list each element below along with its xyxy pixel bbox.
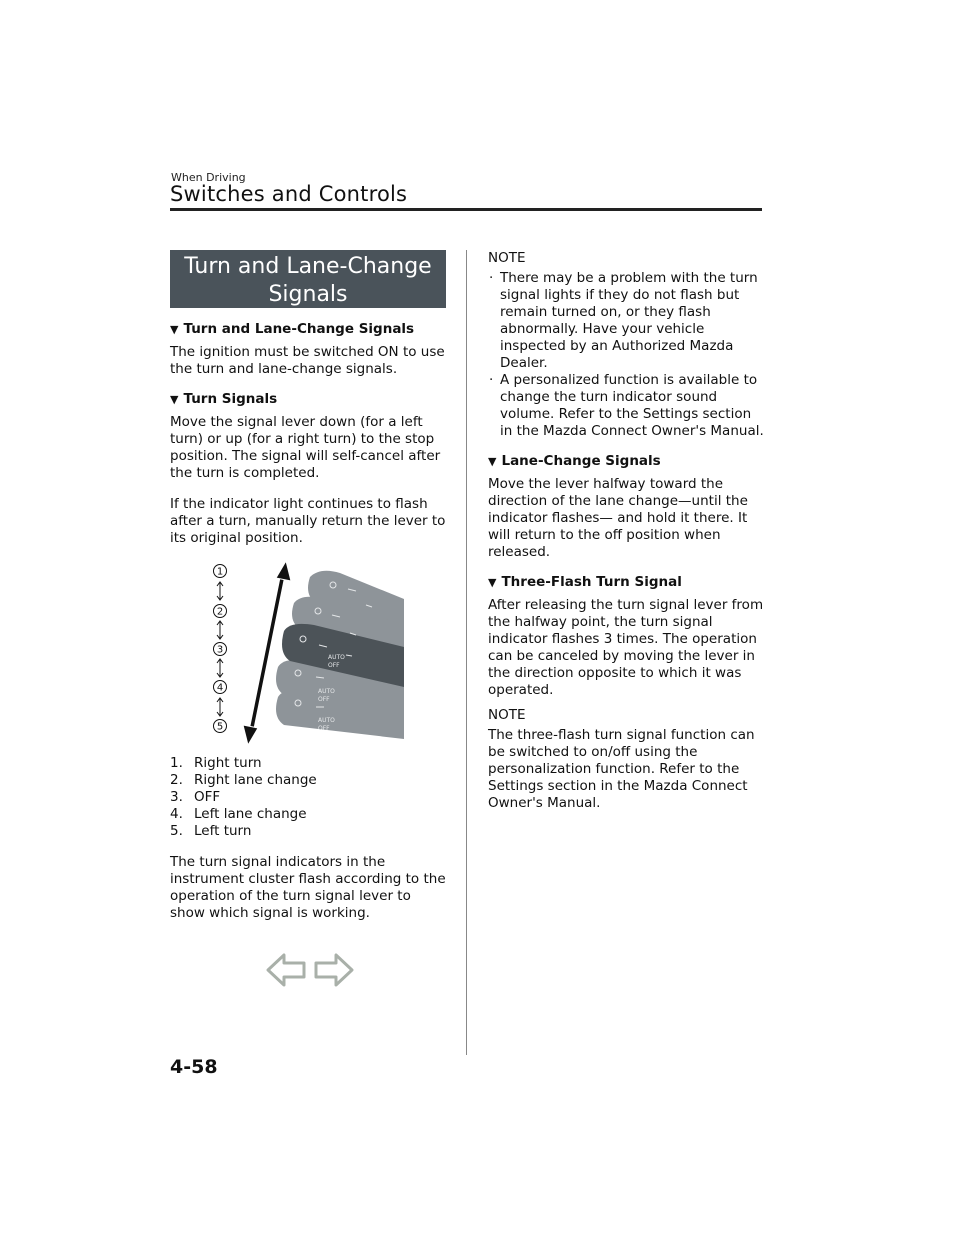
heading-text: Lane-Change Signals	[501, 453, 661, 469]
list-item: 3. OFF	[170, 789, 221, 805]
callout-3: 3	[216, 644, 224, 656]
left-column	[170, 250, 446, 930]
column-divider	[466, 250, 467, 1055]
indicator-paragraph: If the indicator light continues to flash after a turn, manually return the lever to its original position.	[170, 496, 446, 546]
lane-change-paragraph: Move the lever halfway toward the direction of the lane change—until the indicator flashes— and hold it there. It will return to the off position when released.	[488, 476, 748, 560]
lever-illustration	[170, 559, 446, 747]
heading-text: Turn and Lane-Change Signals	[183, 321, 415, 337]
note-text: The three-flash turn signal function can be switched to on/off using the personalization function. Refer to the Settings section in the Mazda Connect Owner's Manual.	[488, 727, 755, 811]
off-label: OFF	[318, 696, 330, 703]
list-item: 1. Right turn	[170, 755, 262, 771]
callout-2: 2	[216, 606, 224, 618]
header-rule	[170, 208, 762, 211]
heading-text: Turn Signals	[183, 391, 278, 407]
cluster-paragraph: The turn signal indicators in the instrument cluster flash according to the operation of the turn signal lever to show which signal is working.	[170, 854, 446, 921]
callout-5: 5	[216, 721, 224, 733]
auto-label: AUTO	[328, 654, 345, 661]
list-item: 4. Left lane change	[170, 806, 307, 822]
heading-three-flash	[488, 574, 764, 590]
heading-turn-lane-change	[170, 321, 446, 337]
note-bullet: · A personalized function is available to change the turn indicator sound volume. Refer to the Settings section in the Mazda Connect Owner's Manual.	[489, 372, 764, 439]
triangle-down-icon: ▼	[170, 392, 179, 406]
arrow-left-icon[interactable]	[266, 953, 306, 987]
turn-signal-paragraph: Move the signal lever down (for a left turn) or up (for a right turn) to the stop position. The signal will self-cancel after the turn is completed.	[170, 414, 441, 481]
ignition-paragraph: The ignition must be switched ON to use the turn and lane-change signals.	[170, 344, 445, 377]
auto-label: AUTO	[318, 717, 335, 724]
note-bullet: · There may be a problem with the turn signal lights if they do not flash but remain turned on, or they flash abnormally. Have your vehicle inspected by an Authorized Mazda Dealer.	[489, 270, 758, 371]
callout-4: 4	[216, 682, 224, 694]
note-label: NOTE	[488, 707, 526, 723]
page-navigation	[266, 953, 354, 987]
arrow-right-icon[interactable]	[314, 953, 354, 987]
three-flash-paragraph: After releasing the turn signal lever from the halfway point, the turn signal indicator flashes 3 times. The operation can be canceled by moving the lever in the direction opposite to which it was operated.	[488, 597, 764, 698]
section-title: Switches and Controls	[170, 182, 408, 206]
banner-line-2: Signals	[268, 282, 348, 307]
chapter-label: When Driving	[171, 171, 246, 184]
position-list	[170, 755, 446, 840]
section-banner	[170, 250, 446, 308]
off-label: OFF	[318, 725, 330, 732]
lever-figure	[170, 559, 446, 747]
list-item: 5. Left turn	[170, 823, 252, 839]
triangle-down-icon: ▼	[488, 454, 497, 468]
triangle-down-icon: ▼	[488, 575, 497, 589]
right-column	[488, 250, 764, 820]
off-label: OFF	[328, 662, 340, 669]
note-label: NOTE	[488, 250, 526, 266]
page-number: 4-58	[170, 1056, 218, 1078]
callout-1: 1	[216, 566, 224, 578]
list-item: 2. Right lane change	[170, 772, 317, 788]
heading-turn-signals	[170, 391, 446, 407]
heading-lane-change-signals	[488, 453, 764, 469]
heading-text: Three-Flash Turn Signal	[501, 574, 682, 590]
triangle-down-icon: ▼	[170, 322, 179, 336]
auto-label: AUTO	[318, 688, 335, 695]
banner-line-1: Turn and Lane-Change	[184, 254, 432, 279]
